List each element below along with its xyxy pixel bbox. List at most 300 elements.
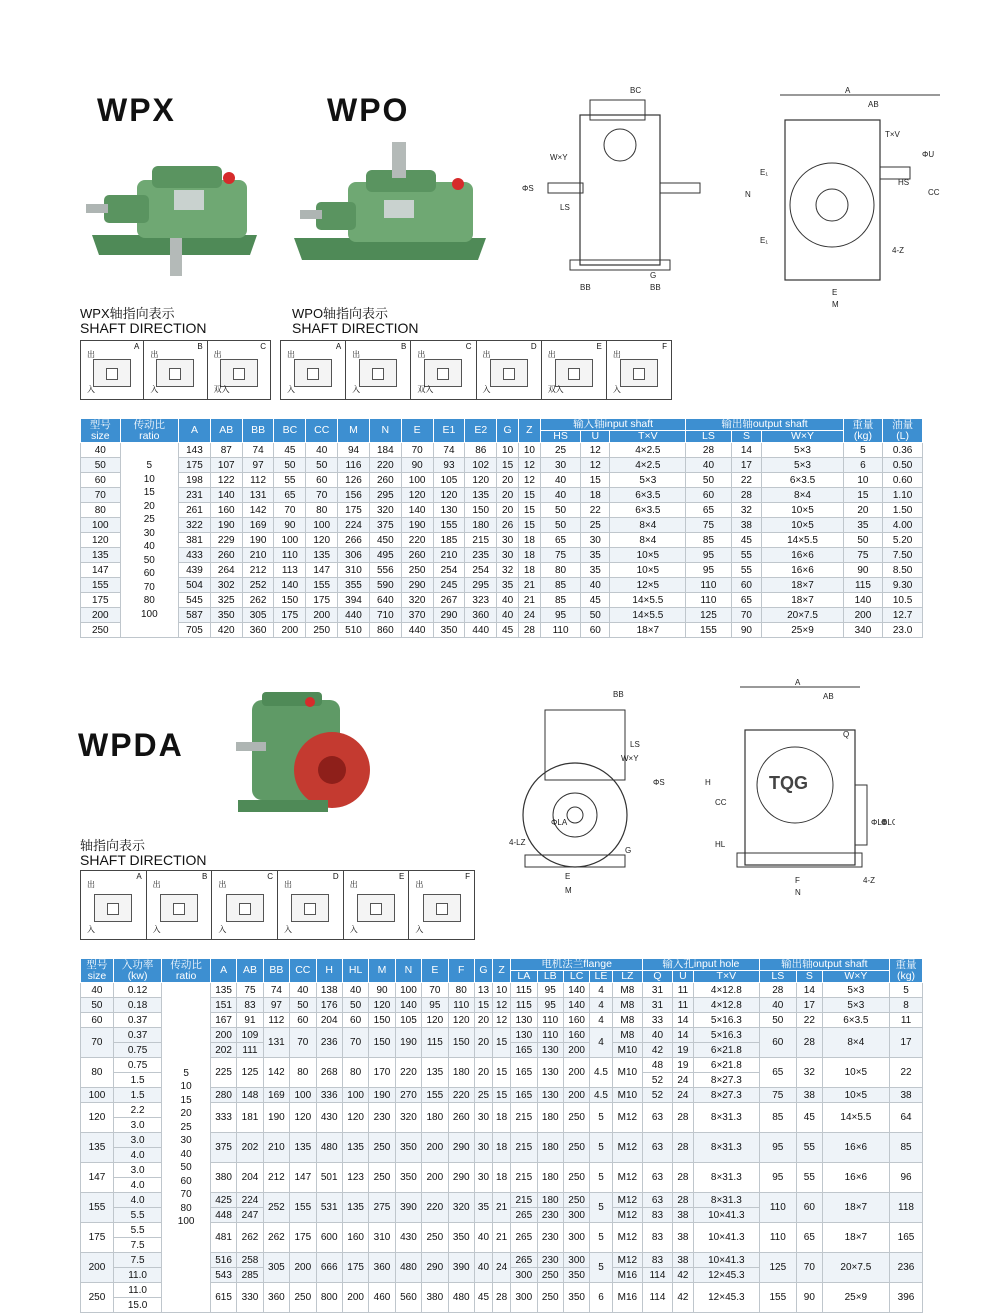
table-cell: 140 — [563, 998, 589, 1013]
table-cell: 87 — [210, 443, 242, 458]
table-cell: 5×3 — [762, 443, 843, 458]
header-ratio: 传动比 ratio — [162, 959, 211, 983]
column-header: U — [581, 431, 610, 443]
size-cell: 175 — [81, 1223, 114, 1253]
table-cell: 90 — [401, 458, 433, 473]
weight-cell: 64 — [890, 1103, 923, 1133]
in-label: 双入 — [417, 385, 434, 394]
table-cell: 83 — [643, 1253, 673, 1268]
column-header: E2 — [465, 419, 497, 443]
table-cell: 40 — [643, 1028, 673, 1043]
out-label: 出 — [612, 350, 621, 359]
a-cell: 200 — [210, 1028, 236, 1043]
table-cell: 40 — [342, 983, 368, 998]
table-cell: 250 — [563, 1103, 589, 1133]
table-cell: 38 — [797, 1088, 823, 1103]
table-cell: 48 — [643, 1058, 673, 1073]
table-cell: 306 — [338, 548, 370, 563]
svg-text:4-Z: 4-Z — [863, 876, 875, 885]
table-cell: 10×5 — [762, 518, 843, 533]
table-cell: 110 — [448, 998, 474, 1013]
table-cell: 85 — [686, 533, 731, 548]
table-cell: M10 — [612, 1043, 643, 1058]
power-cell: 0.75 — [113, 1058, 162, 1073]
table-cell: 50 — [686, 473, 731, 488]
table-cell: 60 — [731, 578, 762, 593]
table-cell: 264 — [210, 563, 242, 578]
table-cell: 245 — [433, 578, 465, 593]
table-cell: 100 — [274, 533, 306, 548]
wpda-product-photo — [232, 690, 372, 820]
table-cell: 220 — [369, 458, 401, 473]
ab-cell: 111 — [237, 1043, 263, 1058]
table-cell: M12 — [612, 1208, 643, 1223]
out-label: 出 — [349, 880, 358, 889]
shaft-direction-b — [147, 871, 213, 939]
size-cell: 250 — [81, 1283, 114, 1313]
table-cell: 80 — [540, 563, 581, 578]
table-cell: 140 — [395, 998, 421, 1013]
table-cell: 86 — [465, 443, 497, 458]
table-cell: 74 — [242, 443, 274, 458]
table-cell: 21 — [518, 578, 540, 593]
power-cell: 4.0 — [113, 1178, 162, 1193]
table-cell: 120 — [448, 1013, 474, 1028]
table-cell: 135 — [465, 488, 497, 503]
table-cell: 5 — [590, 1133, 612, 1163]
table-row — [81, 593, 923, 608]
svg-text:E₁: E₁ — [760, 236, 769, 245]
table-cell: 262 — [263, 1223, 289, 1253]
size-cell: 60 — [81, 473, 121, 488]
table-cell: 130 — [433, 503, 465, 518]
table-cell: 155 — [422, 1088, 448, 1103]
table-cell: 18 — [518, 533, 540, 548]
table-cell: 6×21.8 — [694, 1058, 760, 1073]
table-cell: 142 — [242, 503, 274, 518]
column-header: BB — [263, 959, 289, 983]
table-cell: 10 — [497, 443, 519, 458]
table-cell: 147 — [290, 1163, 316, 1193]
table-cell: 14×5.5 — [610, 593, 686, 608]
size-cell: 80 — [81, 1058, 114, 1088]
table-cell: 65 — [274, 488, 306, 503]
table-cell: 165 — [511, 1088, 537, 1103]
ab-cell: 224 — [237, 1193, 263, 1208]
power-cell: 3.0 — [113, 1118, 162, 1133]
header-weight: 重量 (kg) — [843, 419, 883, 443]
out-label: 出 — [150, 350, 159, 359]
table-cell: 430 — [316, 1103, 342, 1133]
table-cell: 5×3 — [762, 458, 843, 473]
column-header: HL — [342, 959, 368, 983]
table-cell: 75 — [759, 1088, 796, 1103]
table-cell: 95 — [759, 1163, 796, 1193]
table-cell: 114 — [643, 1268, 673, 1283]
table-cell: 250 — [537, 1268, 563, 1283]
table-cell: 20 — [474, 1028, 492, 1058]
table-cell: 102 — [465, 458, 497, 473]
header-size: 型号 size — [81, 959, 114, 983]
table-cell: 45 — [274, 443, 306, 458]
table-cell: 8×31.3 — [694, 1163, 760, 1193]
wpo-title: WPO — [327, 92, 410, 128]
table-cell: 265 — [511, 1208, 537, 1223]
ab-cell: 125 — [237, 1058, 263, 1088]
ab-cell: 181 — [237, 1103, 263, 1133]
svg-text:H: H — [705, 778, 711, 787]
table-cell: 110 — [537, 1013, 563, 1028]
svg-text:ΦLA: ΦLA — [551, 818, 568, 827]
table-cell: 13 — [474, 983, 492, 998]
table-cell: 28 — [731, 488, 762, 503]
table-cell: 74 — [433, 443, 465, 458]
table-cell: 375 — [369, 518, 401, 533]
header-input-hole: 输入孔input hole — [643, 959, 760, 971]
table-cell: 336 — [316, 1088, 342, 1103]
size-cell: 60 — [81, 1013, 114, 1028]
svg-text:G: G — [625, 846, 632, 855]
table-cell: 75 — [540, 548, 581, 563]
table-cell: 439 — [179, 563, 211, 578]
table-cell: 230 — [369, 1103, 395, 1133]
column-header: H — [316, 959, 342, 983]
table-cell: 9.30 — [883, 578, 923, 593]
a-cell: 543 — [210, 1268, 236, 1283]
table-cell: 10 — [493, 983, 511, 998]
table-cell: 200 — [422, 1163, 448, 1193]
weight-cell: 85 — [890, 1133, 923, 1163]
table-cell: 90 — [274, 518, 306, 533]
table-cell: 200 — [563, 1043, 589, 1058]
table-cell: 4.5 — [590, 1088, 612, 1103]
ab-cell: 285 — [237, 1268, 263, 1283]
table-cell: 800 — [316, 1283, 342, 1313]
table-cell: 85 — [540, 593, 581, 608]
table-cell: 180 — [537, 1133, 563, 1163]
table-cell: 75 — [843, 548, 883, 563]
column-header: M — [338, 419, 370, 443]
table-cell: 28 — [672, 1133, 693, 1163]
table-cell: 40 — [306, 443, 338, 458]
table-cell: 8×4 — [762, 488, 843, 503]
svg-text:E: E — [565, 872, 571, 881]
table-row — [81, 578, 923, 593]
table-row — [81, 473, 923, 488]
table-cell: 21 — [518, 593, 540, 608]
size-cell: 155 — [81, 578, 121, 593]
table-cell: 261 — [179, 503, 211, 518]
weight-cell: 17 — [890, 1028, 923, 1058]
weight-cell: 38 — [890, 1088, 923, 1103]
table-cell: 198 — [179, 473, 211, 488]
ab-cell: 330 — [237, 1283, 263, 1313]
svg-text:TQG: TQG — [769, 773, 808, 793]
table-cell: 420 — [210, 623, 242, 638]
table-cell: 120 — [433, 488, 465, 503]
table-cell: 190 — [210, 518, 242, 533]
table-cell: 25 — [581, 518, 610, 533]
svg-text:BB: BB — [613, 690, 624, 699]
table-cell: 215 — [465, 533, 497, 548]
svg-text:A: A — [845, 86, 851, 95]
table-cell: 6×3.5 — [610, 503, 686, 518]
table-cell: 666 — [316, 1253, 342, 1283]
table-cell: 40 — [474, 1223, 492, 1253]
table-cell: 28 — [797, 1028, 823, 1058]
header-size: 型号 size — [81, 419, 121, 443]
table-cell: 28 — [672, 1103, 693, 1133]
column-header: LA — [511, 971, 537, 983]
table-cell: 90 — [369, 983, 395, 998]
table-cell: 110 — [759, 1193, 796, 1223]
table-cell: 65 — [731, 593, 762, 608]
table-cell: 28 — [686, 443, 731, 458]
table-cell: 65 — [759, 1058, 796, 1088]
table-cell: 556 — [369, 563, 401, 578]
a-cell: 425 — [210, 1193, 236, 1208]
table-cell: 200 — [342, 1283, 368, 1313]
table-cell: 430 — [395, 1223, 421, 1253]
table-cell: 65 — [686, 503, 731, 518]
table-cell: 10 — [843, 473, 883, 488]
in-label: 入 — [150, 385, 159, 394]
power-cell: 0.18 — [113, 998, 162, 1013]
in-label: 入 — [349, 925, 358, 934]
table-cell: 169 — [263, 1088, 289, 1103]
table-cell: 100 — [290, 1088, 316, 1103]
table-cell: 220 — [401, 533, 433, 548]
table-cell: 6 — [590, 1283, 612, 1313]
out-label: 出 — [287, 350, 295, 359]
table-cell: 15 — [474, 998, 492, 1013]
table-cell: 135 — [342, 1133, 368, 1163]
a-cell: 481 — [210, 1223, 236, 1253]
svg-text:ΦS: ΦS — [653, 778, 665, 787]
table-cell: 113 — [274, 563, 306, 578]
table-cell: 100 — [395, 983, 421, 998]
table-cell: 12×45.3 — [694, 1283, 760, 1313]
table-cell: 200 — [563, 1088, 589, 1103]
table-cell: 14×5.5 — [610, 608, 686, 623]
table-cell: 230 — [537, 1208, 563, 1223]
ab-cell: 75 — [237, 983, 263, 998]
table-cell: 16×6 — [822, 1133, 889, 1163]
table-cell: 12×45.3 — [694, 1268, 760, 1283]
a-cell: 135 — [210, 983, 236, 998]
table-cell: 360 — [242, 623, 274, 638]
table-cell: 95 — [686, 548, 731, 563]
table-cell: 30 — [497, 533, 519, 548]
table-cell: 0.60 — [883, 473, 923, 488]
table-cell: 18 — [518, 548, 540, 563]
table-cell: 310 — [369, 1223, 395, 1253]
table-cell: 97 — [263, 998, 289, 1013]
a-cell: 448 — [210, 1208, 236, 1223]
table-cell: 120 — [290, 1103, 316, 1133]
table-cell: 705 — [179, 623, 211, 638]
column-header: BB — [242, 419, 274, 443]
wpx-direction-caption: WPX轴指向表示 SHAFT DIRECTION — [80, 306, 207, 336]
table-cell: 390 — [395, 1193, 421, 1223]
table-cell: 8×4 — [822, 1028, 889, 1058]
table-cell: 20 — [497, 503, 519, 518]
header-flange: 电机法兰flange — [511, 959, 643, 971]
out-label: 出 — [87, 350, 95, 359]
column-header: A — [210, 959, 236, 983]
out-label: 出 — [87, 880, 95, 889]
table-cell: 24 — [518, 608, 540, 623]
table-cell: 26 — [497, 518, 519, 533]
table-cell: 268 — [316, 1058, 342, 1088]
table-cell: 32 — [731, 503, 762, 518]
table-cell: 8.50 — [883, 563, 923, 578]
table-cell: 394 — [338, 593, 370, 608]
svg-text:BC: BC — [630, 86, 642, 95]
size-cell: 120 — [81, 1103, 114, 1133]
table-cell: 4 — [590, 998, 612, 1013]
svg-text:W×Y: W×Y — [550, 153, 568, 162]
table-cell: 200 — [274, 623, 306, 638]
table-cell: 120 — [422, 1013, 448, 1028]
table-cell: 120 — [306, 533, 338, 548]
table-cell: 14 — [672, 1028, 693, 1043]
table-cell: 212 — [263, 1163, 289, 1193]
size-cell: 155 — [81, 1193, 114, 1223]
table-cell: 100 — [306, 518, 338, 533]
table-cell: 5×3 — [822, 998, 889, 1013]
table-cell: 5 — [843, 443, 883, 458]
table-cell: 10×5 — [822, 1058, 889, 1088]
table-cell: 15 — [581, 473, 610, 488]
in-label: 入 — [152, 925, 161, 934]
table-cell: 30 — [581, 533, 610, 548]
table-cell: 440 — [465, 623, 497, 638]
table-cell: 10×41.3 — [694, 1208, 760, 1223]
wpx-title: WPX — [97, 92, 176, 128]
direction-letter: A — [136, 872, 142, 881]
table-cell: 380 — [422, 1283, 448, 1313]
table-cell: 80 — [290, 1058, 316, 1088]
column-header: LS — [686, 431, 731, 443]
table-cell: 433 — [179, 548, 211, 563]
table-cell: 18×7 — [762, 593, 843, 608]
table-cell: 15 — [497, 458, 519, 473]
table-cell: 5.20 — [883, 533, 923, 548]
table-cell: 10×5 — [822, 1088, 889, 1103]
table-cell: 15 — [518, 488, 540, 503]
power-cell: 5.5 — [113, 1208, 162, 1223]
table-cell: 531 — [316, 1193, 342, 1223]
table-cell: 7.50 — [883, 548, 923, 563]
column-header: E — [422, 959, 448, 983]
table-cell: 18×7 — [610, 623, 686, 638]
power-cell: 0.37 — [113, 1013, 162, 1028]
power-cell: 0.12 — [113, 983, 162, 998]
table-cell: 25×9 — [822, 1283, 889, 1313]
table-cell: 305 — [242, 608, 274, 623]
table-cell: 95 — [537, 983, 563, 998]
table-cell: 25 — [540, 443, 581, 458]
in-label: 入 — [218, 925, 227, 934]
table-cell: M8 — [612, 998, 643, 1013]
ab-cell: 262 — [237, 1223, 263, 1253]
power-cell: 3.0 — [113, 1163, 162, 1178]
table-cell: 262 — [242, 593, 274, 608]
table-cell: 18×7 — [762, 578, 843, 593]
in-label: 入 — [612, 385, 621, 394]
power-cell: 7.5 — [113, 1238, 162, 1253]
table-row — [81, 443, 923, 458]
column-header: LC — [563, 971, 589, 983]
power-cell: 15.0 — [113, 1298, 162, 1313]
wpo-shaft-direction-diagrams — [280, 340, 672, 400]
table-cell: 5×3 — [610, 473, 686, 488]
table-cell: 100 — [342, 1088, 368, 1103]
table-cell: 290 — [448, 1163, 474, 1193]
table-cell: 110 — [686, 593, 731, 608]
svg-text:HL: HL — [715, 840, 726, 849]
shaft-direction-a — [281, 341, 346, 399]
table-cell: 231 — [179, 488, 211, 503]
column-header: Z — [518, 419, 540, 443]
table-cell: 80 — [306, 503, 338, 518]
table-cell: 160 — [342, 1223, 368, 1253]
table-cell: 95 — [422, 998, 448, 1013]
table-cell: 60 — [306, 473, 338, 488]
table-cell: 130 — [511, 1013, 537, 1028]
size-cell: 200 — [81, 608, 121, 623]
shaft-direction-e — [344, 871, 410, 939]
column-header: G — [474, 959, 492, 983]
table-cell: 31 — [643, 998, 673, 1013]
table-cell: 1.10 — [883, 488, 923, 503]
table-cell: 24 — [672, 1088, 693, 1103]
in-label: 入 — [287, 385, 295, 394]
table-cell: 100 — [401, 473, 433, 488]
table-cell: 10×5 — [610, 563, 686, 578]
table-cell: 18 — [493, 1163, 511, 1193]
table-cell: 97 — [242, 458, 274, 473]
weight-cell: 118 — [890, 1193, 923, 1223]
table-cell: 4×2.5 — [610, 458, 686, 473]
direction-letter: D — [332, 872, 339, 881]
table-cell: 143 — [179, 443, 211, 458]
table-cell: 370 — [401, 608, 433, 623]
table-cell: 18 — [581, 488, 610, 503]
table-cell: 50 — [342, 998, 368, 1013]
ratio-cell: 5 10 15 20 25 30 40 50 60 70 80 100 — [162, 983, 211, 1313]
table-cell: 28 — [518, 623, 540, 638]
out-label: 出 — [352, 350, 361, 359]
table-cell: 115 — [511, 983, 537, 998]
table-cell: 10×41.3 — [694, 1253, 760, 1268]
column-header: F — [448, 959, 474, 983]
table-cell: 45 — [731, 533, 762, 548]
table-cell: 190 — [401, 518, 433, 533]
table-cell: 114 — [643, 1283, 673, 1313]
direction-letter: A — [335, 342, 342, 351]
table-cell: 1.50 — [883, 503, 923, 518]
table-cell: 18×7 — [822, 1223, 889, 1253]
table-cell: 8×4 — [610, 533, 686, 548]
shaft-direction-b — [144, 341, 207, 399]
table-cell: 480 — [448, 1283, 474, 1313]
table-cell: 381 — [179, 533, 211, 548]
svg-text:AB: AB — [823, 692, 834, 701]
table-cell: 14 — [731, 443, 762, 458]
svg-text:G: G — [650, 271, 657, 280]
